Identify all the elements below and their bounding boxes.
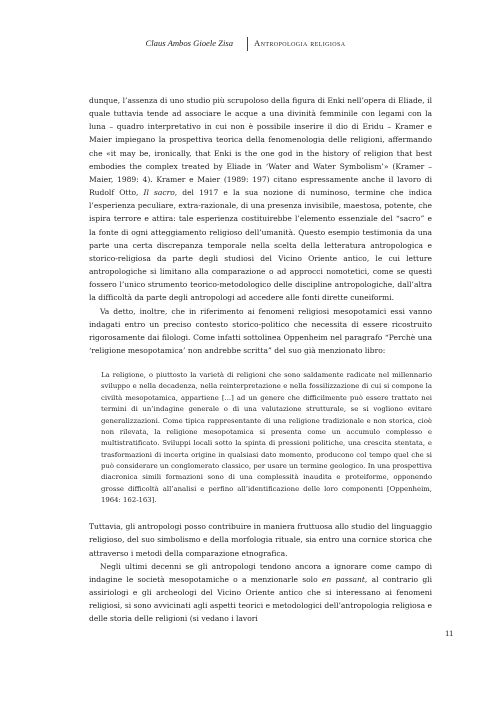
paragraph-1 [89, 94, 432, 305]
paragraph-4 [89, 560, 432, 626]
paragraph-4-text: Negli ultimi decenni se gli antropologi tendono ancora a ignorare come campo di indagine le società mesopotamiche o a menzionarle solo [89, 561, 432, 584]
paragraph-2: Va detto, inoltre, che in riferimento ai fenomeni religiosi mesopotamici essi vanno indagati entro un preciso contesto storico-politico che necessita di essere ricostruito rigorosamente dai filologi. Come infatti sottolinea Oppenheim nel paragrafo “Perchè una ‘religione mesopotamica’ non andrebbe scritta” del suo già menzionato libro: [89, 306, 432, 355]
paragraph-1-continued: , del 1917 e la sua nozione di numinoso, termine che indica l’esperienza peculiare, extra-razionale, di una presenza invisibile, maestosa, potente, che ispira terrore e attira: tale esperienza costituirebbe l’elemento essenziale del “sacro” e la fonte di ogni atteggiamento religioso dell’umanità. Questo esempio testimonia da una parte una certa discrepanza temporale nella scelta della letteratura antropologica e storico-religiosa da parte degli studiosi del Vicino Oriente antico, le cui letture antropologiche si limitano alla comparazione o ad approcci nomotetici, come se questi fossero l’unico strumento teorico-metodologico delle discipline antropologiche, dall’altra la difficoltà da parte degli antropologi ad accedere alle fonti dirette cuneiformi. [89, 188, 432, 303]
book-title-il-sacro: Il sacro [143, 188, 175, 198]
running-head [0, 38, 496, 52]
block-quote: La religione, o piuttosto la varietà di religioni che sono saldamente radicate nel millennario sviluppo e nella decadenza, nella reinterpretazione e nella fossilizzazione di cui si compone la civiltà mesopotamica, appartiene [...] ad un genere che difficilmente può essere trattato nei termini di un’indagine generale o di una valutazione strutturale, se si vogliono evitare generalizzazioni. Come tipica rappresentante di una religione tradizionale e non storica, cioè non rilevata, la religione mesopotamica si presenta come un accumulo complesso e multistratificato. Sviluppi locali sotto la spinta di pressioni politiche, una crescita stentata, e trasformazioni di incerta origine in qualsiasi dato momento, producono col tempo quel che si può considerare un conglomerato classico, per usare un termine geologico. In una prospettiva diacronica simili formazioni sono di una complessità inaudita e proteiforme, opponendo grosse difficoltà all’analisi e perfino all’identificazione delle loro componenti [Oppenheim, 1964: 162-163]. [101, 371, 432, 504]
paragraph-3: Tuttavia, gli antropologi posso contribuire in maniera fruttuosa allo studio del linguaggio religioso, del suo simbolismo e della morfologia rituale, sia entro una cornice storica che attraverso i metodi della comparazione etnografica. [89, 522, 432, 558]
running-head-title: Antropologia religiosa [254, 38, 346, 48]
main-text [89, 94, 432, 626]
paragraph-1-text: dunque, l’assenza di uno studio più scrupoloso della figura di Enki nell’opera di Eliade, il quale tuttavia tende ad associare le acque a una divinità femminile con legami con la luna – quadro interpretativo in cui non è possibile inserire il dio di Eridu – Kramer e Maier impiegano la prospettiva teorica della fenomenologia delle religioni, affermando che «it may be, ironically, that Enki is the one god in the history of religion that best embodies the complex treated by Eliade in ‘Water and Water Symbolism’» (Kramer – Maier, 1989: 4). Kramer e Maier (1989: 197) citano espressamente anche il lavoro di Rudolf Otto, [89, 96, 432, 198]
paragraph-4-continued: , al contrario gli assiriologi e gli archeologi del Vicino Oriente antico che si interessano ai fenomeni religiosi, si sono avvicinati agli aspetti teorici e metodologici dell’antropologia religiosa e delle storia delle religioni (si vedano i lavori [89, 574, 432, 624]
page-number: 11 [445, 628, 454, 638]
italic-en-passant: en passant [321, 574, 365, 584]
running-head-author: Claus Ambos Gioele Zisa [145, 38, 233, 48]
running-head-divider [247, 37, 248, 51]
